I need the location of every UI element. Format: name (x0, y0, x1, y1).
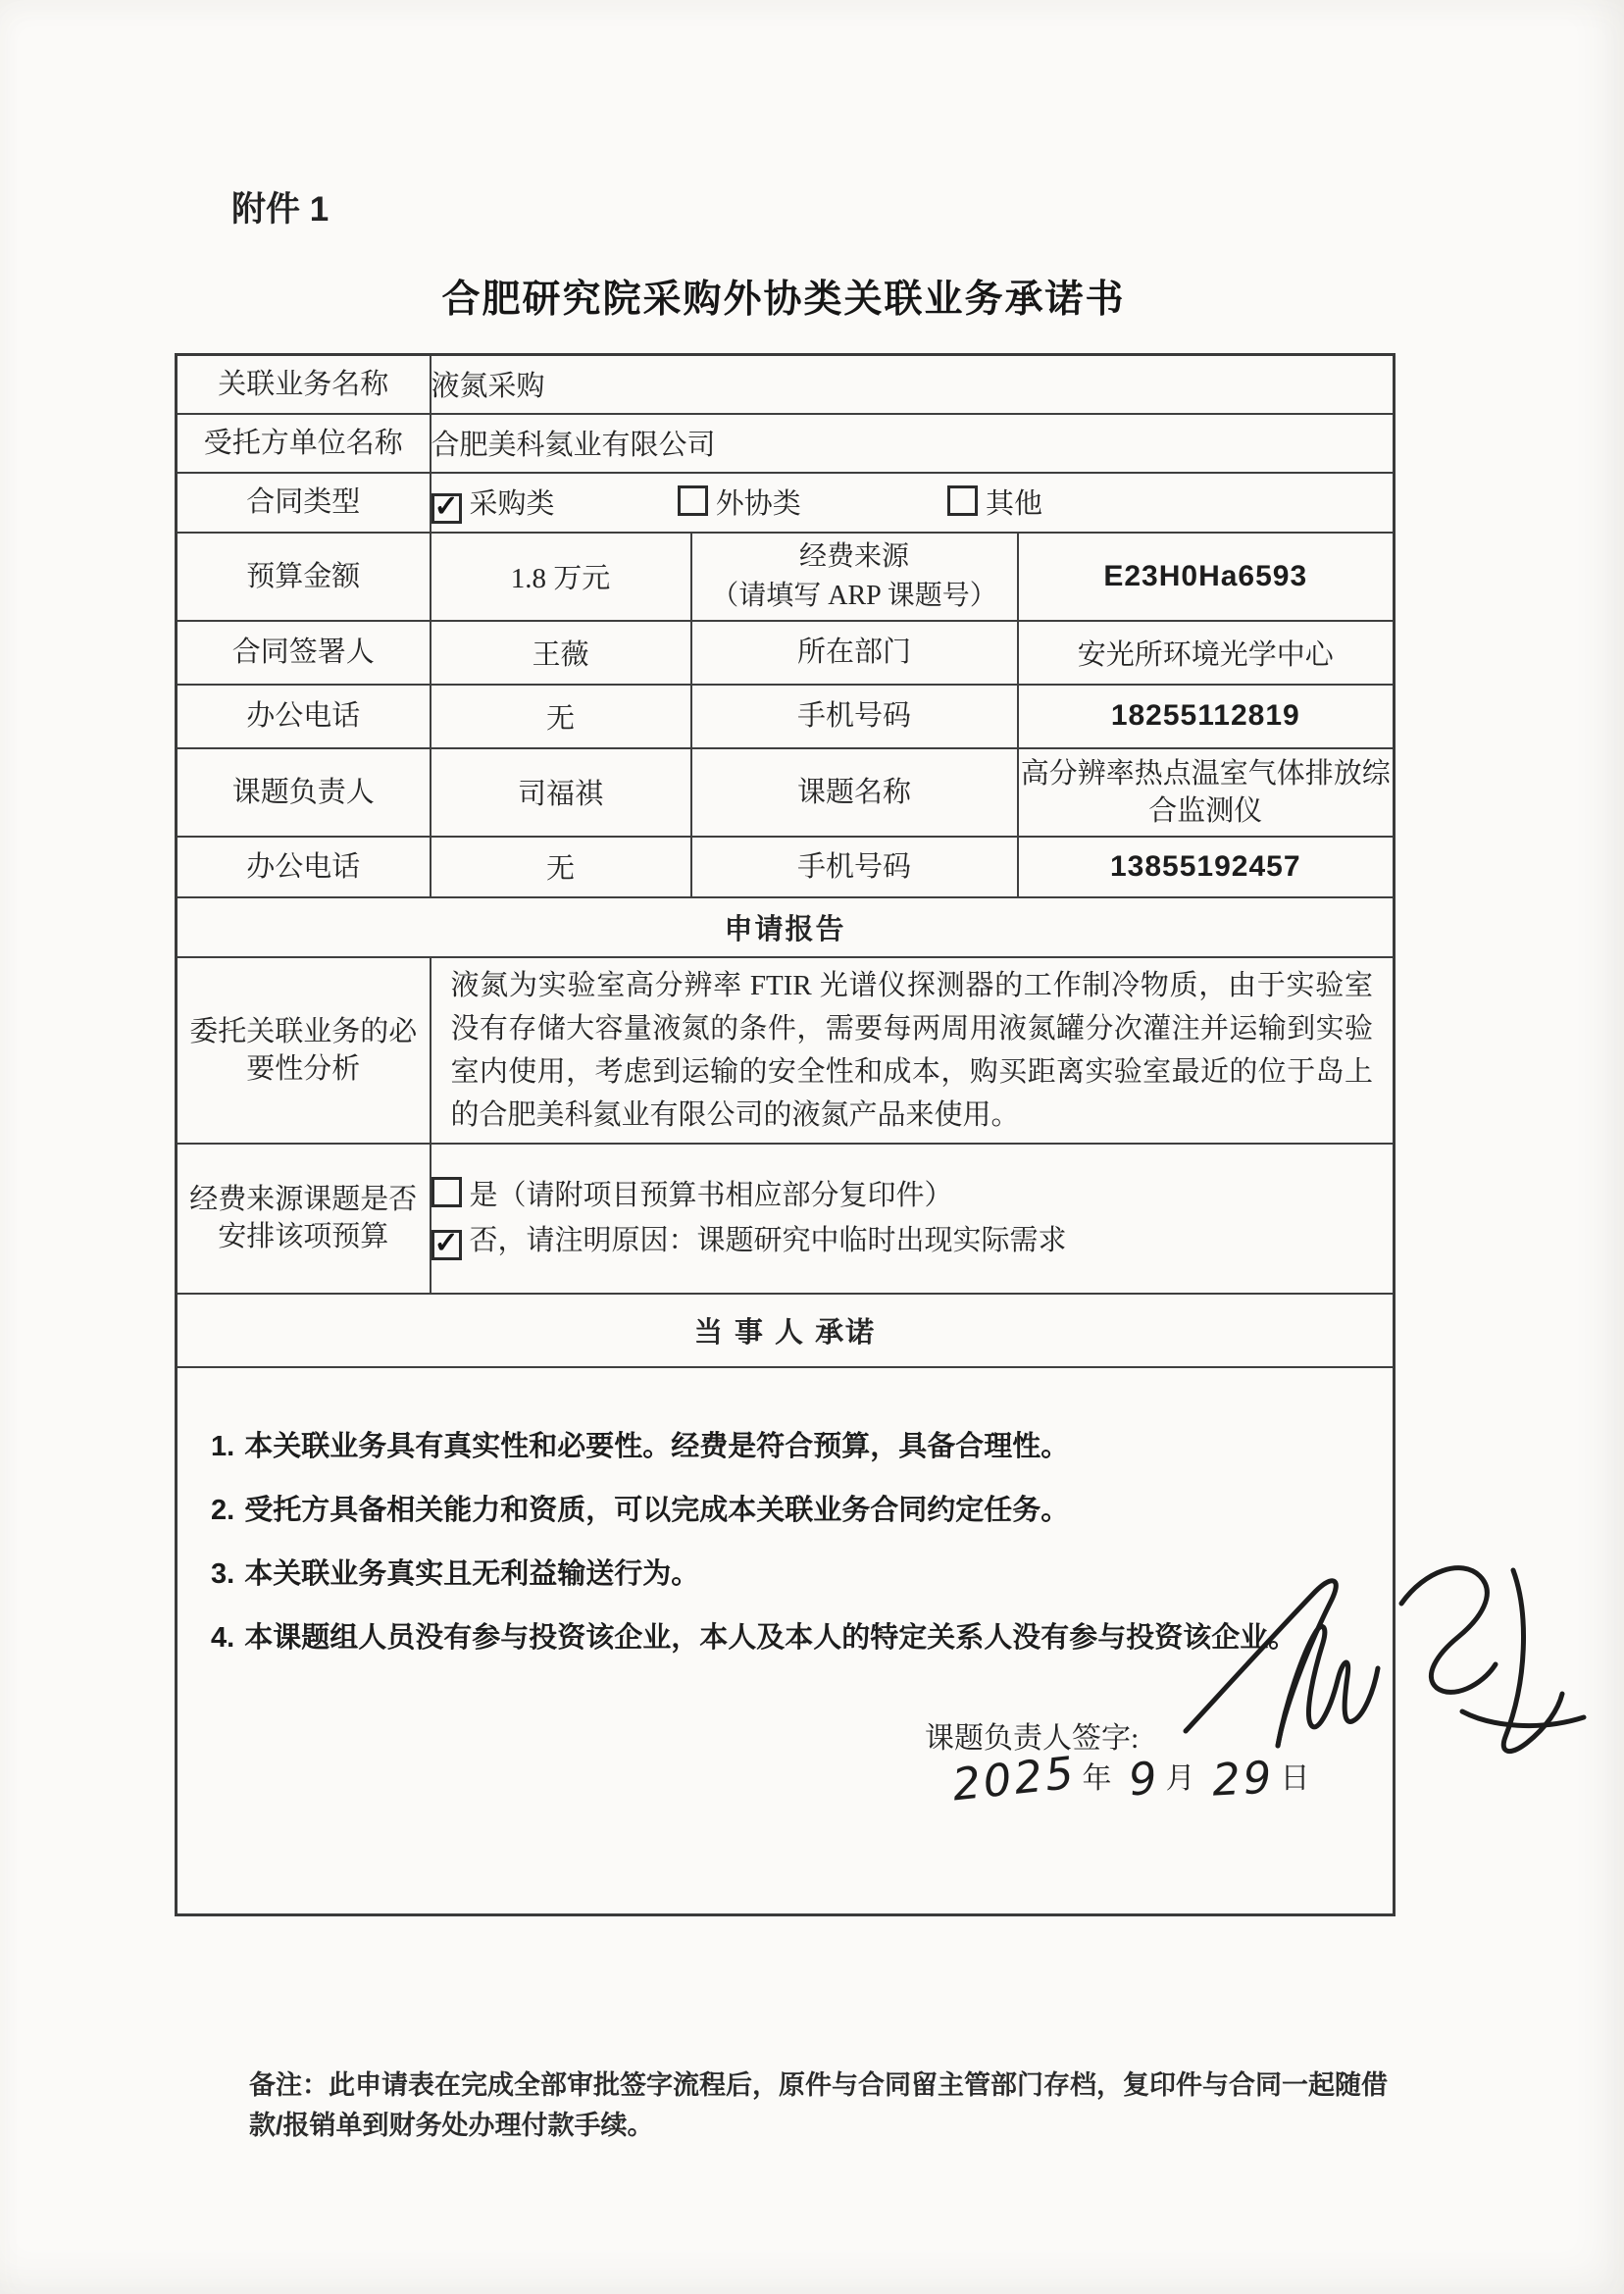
checkbox-unchecked-icon[interactable] (947, 485, 978, 516)
funding-source-value (1018, 533, 1395, 621)
month-unit: 月 (1165, 1761, 1195, 1795)
checkbox-checked-icon[interactable]: ✓ (431, 1230, 462, 1260)
row-application-report-header (177, 897, 1395, 957)
contract-type-option-purchase (431, 487, 555, 523)
trustee-label: 受托方单位名称 (177, 414, 431, 473)
project-name-label: 课题名称 (691, 748, 1018, 837)
item-number: 1. (211, 1430, 235, 1462)
form-table (175, 353, 1396, 1916)
year-unit: 年 (1082, 1761, 1112, 1795)
commitment-item (211, 1425, 1363, 1468)
item-text: 本课题组人员没有参与投资该企业，本人及本人的特定关系人没有参与投资该企业。 (244, 1621, 1297, 1654)
footer-note-text: 此申请表在完成全部审批签字流程后，原件与合同留主管部门存档，复印件与合同一起随借款/报销单到财务处办理付款手续。 (249, 2070, 1388, 2140)
contract-signer-value: 王薇 (431, 621, 691, 685)
arp-project-number: E23H0Ha6593 (1103, 559, 1308, 592)
row-commitment-header (177, 1294, 1395, 1367)
row-necessity (177, 957, 1395, 1144)
funding-source-label (691, 533, 1018, 621)
item-text: 受托方具备相关能力和资质，可以完成本关联业务合同约定任务。 (244, 1494, 1070, 1526)
department-value: 安光所环境光学中心 (1018, 621, 1395, 685)
option-label: 否，请注明原因：课题研究中临时出现实际需求 (469, 1225, 1067, 1256)
item-text: 本关联业务具有真实性和必要性。经费是符合预算，具备合理性。 (244, 1430, 1070, 1462)
business-name-value: 液氮采购 (431, 355, 1395, 414)
contract-signer-label: 合同签署人 (177, 621, 431, 685)
signer-office-phone-value: 无 (431, 685, 691, 748)
budget-arranged-yes-option (431, 1173, 1394, 1218)
budget-label: 预算金额 (177, 533, 431, 621)
commitment-header: 当 事 人 承诺 (177, 1294, 1395, 1367)
funding-source-label-line2: （请填写 ARP 课题号） (711, 580, 997, 611)
contract-type-option-other (947, 488, 1042, 520)
project-name-value: 高分辨率热点温室气体排放综合监测仪 (1018, 748, 1395, 837)
commitment-item (211, 1553, 1363, 1596)
contract-type-option-outsourcing (678, 488, 801, 520)
row-contract-signer (177, 621, 1395, 685)
commitment-list (178, 1368, 1393, 1659)
budget-value: 1.8 万元 (431, 533, 691, 621)
signer-mobile-value (1018, 685, 1395, 748)
handwritten-month: 9 (1126, 1750, 1163, 1807)
leader-mobile-value (1018, 837, 1395, 897)
commitment-item (211, 1489, 1363, 1532)
row-trustee (177, 414, 1395, 473)
contract-type-options (431, 473, 1395, 533)
day-unit: 日 (1280, 1761, 1310, 1795)
document-title: 合肥研究院采购外协类关联业务承诺书 (441, 279, 1126, 321)
budget-arranged-no-option (431, 1218, 1394, 1263)
trustee-value: 合肥美科氦业有限公司 (431, 414, 1395, 473)
option-label: 外协类 (715, 487, 801, 520)
leader-office-phone-label: 办公电话 (177, 837, 431, 897)
checkbox-unchecked-icon[interactable] (431, 1177, 462, 1207)
necessity-label: 委托关联业务的必要性分析 (177, 957, 431, 1144)
footer-note-label: 备注： (249, 2070, 329, 2100)
contract-type-label: 合同类型 (177, 473, 431, 533)
commitment-item (211, 1616, 1363, 1659)
business-name-label: 关联业务名称 (177, 355, 431, 414)
option-label: 其他 (986, 487, 1043, 520)
item-text: 本关联业务真实且无利益输送行为。 (244, 1557, 700, 1590)
row-budget-arranged (177, 1144, 1395, 1294)
option-label: 是（请附项目预算书相应部分复印件） (469, 1180, 953, 1211)
signature-label: 课题负责人签字: (925, 1721, 1140, 1755)
attachment-label: 附件 1 (231, 190, 330, 229)
commitment-body-cell (177, 1367, 1395, 1915)
leader-office-phone-value: 无 (431, 837, 691, 897)
application-report-header: 申请报告 (177, 897, 1395, 957)
item-number: 3. (211, 1557, 235, 1590)
row-business-name (177, 355, 1395, 414)
department-label: 所在部门 (691, 621, 1018, 685)
signer-mobile-label: 手机号码 (691, 685, 1018, 748)
budget-arranged-options (431, 1144, 1395, 1294)
leader-mobile-number: 13855192457 (1109, 849, 1301, 883)
signature-date (949, 1746, 1319, 1810)
handwritten-day: 29 (1210, 1750, 1276, 1807)
project-leader-label: 课题负责人 (177, 748, 431, 837)
checkbox-unchecked-icon[interactable] (678, 485, 708, 516)
footer-note (249, 2065, 1396, 2146)
checkbox-checked-icon[interactable]: ✓ (431, 493, 462, 524)
signer-office-phone-label: 办公电话 (177, 685, 431, 748)
funding-source-label-line1: 经费来源 (798, 540, 909, 572)
option-label: 采购类 (469, 487, 555, 520)
row-commitment-body (177, 1367, 1395, 1915)
necessity-text: 液氮为实验室高分辨率 FTIR 光谱仪探测器的工作制冷物质，由于实验室没有存储大容量液氮的条件，需要每两周用液氮罐分次灌注并运输到实验室内使用，考虑到运输的安全性和成本，购买距离实验室最近的位于岛上的合肥美科氦业有限公司的液氮产品来使用。 (450, 969, 1374, 1131)
necessity-text-cell (431, 957, 1395, 1144)
item-number: 2. (211, 1494, 235, 1526)
leader-mobile-label: 手机号码 (691, 837, 1018, 897)
handwritten-year: 2025 (949, 1746, 1079, 1810)
row-signer-phone (177, 685, 1395, 748)
signer-mobile-number: 18255112819 (1110, 699, 1300, 732)
row-contract-type (177, 473, 1395, 533)
project-leader-value: 司福祺 (431, 748, 691, 837)
budget-arranged-label: 经费来源课题是否安排该项预算 (177, 1144, 431, 1294)
row-leader-phone (177, 837, 1395, 897)
row-budget (177, 533, 1395, 621)
item-number: 4. (211, 1621, 235, 1654)
row-project-leader (177, 748, 1395, 837)
